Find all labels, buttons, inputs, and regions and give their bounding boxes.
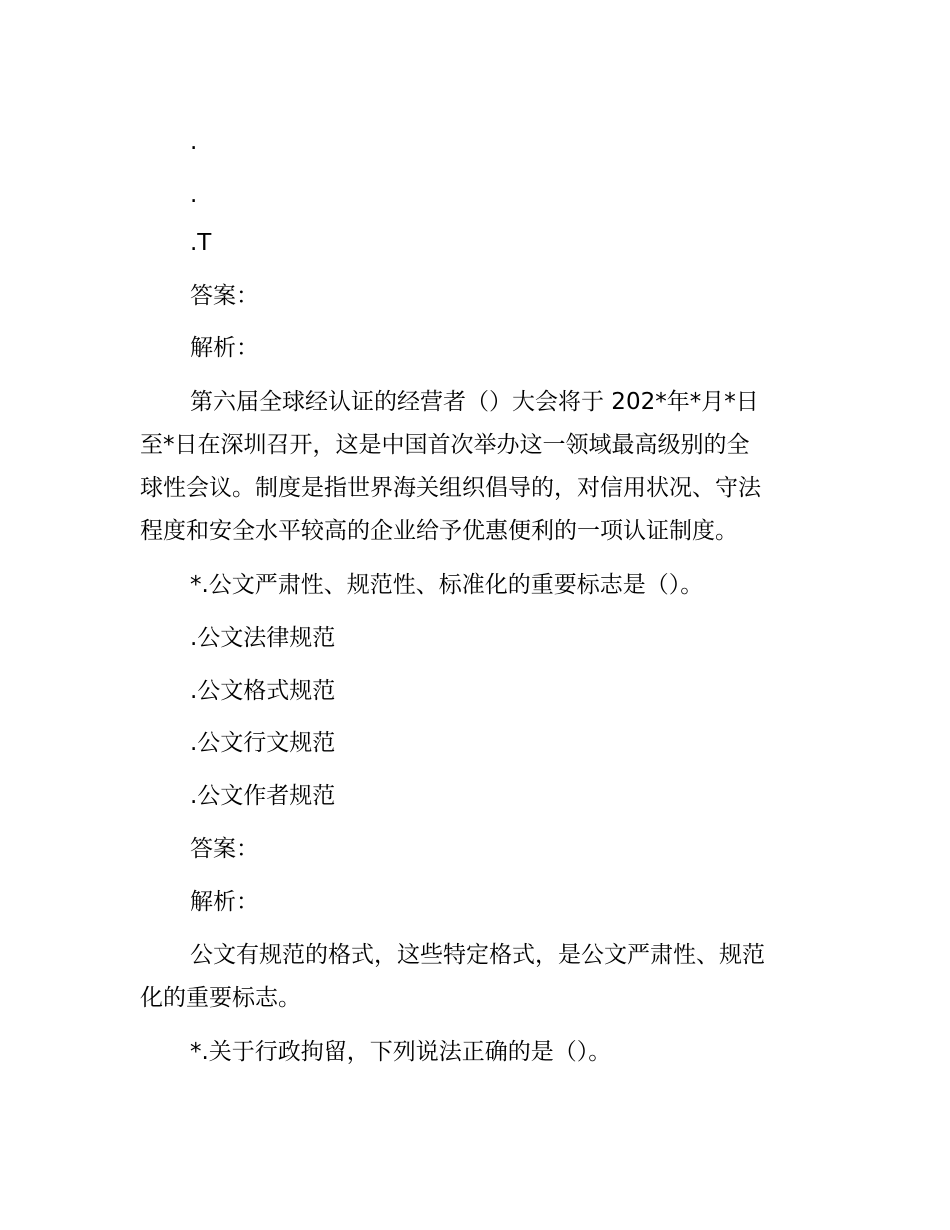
analysis-paragraph-line: 化的重要标志。 (140, 985, 301, 1011)
option-line: .公文格式规范 (190, 678, 336, 704)
question-stem: *.公文严肃性、规范性、标准化的重要标志是（）。 (190, 572, 704, 598)
option-line: .公文作者规范 (190, 783, 336, 809)
option-line: .公文行文规范 (190, 730, 336, 756)
analysis-paragraph-line: 第六届全球经认证的经营者（）大会将于 202*年*月*日 (190, 389, 759, 415)
analysis-paragraph-line: 球性会议。制度是指世界海关组织倡导的，对信用状况、守法 (140, 475, 761, 501)
analysis-paragraph-line: 程度和安全水平较高的企业给予优惠便利的一项认证制度。 (140, 518, 738, 544)
analysis-label: 解析： (190, 889, 259, 915)
option-line: . (190, 182, 198, 208)
analysis-label: 解析： (190, 335, 259, 361)
analysis-paragraph-line: 至*日在深圳召开，这是中国首次举办这一领域最高级别的全 (140, 432, 750, 458)
option-line: . (190, 129, 198, 155)
analysis-paragraph-line: 公文有规范的格式，这些特定格式，是公文严肃性、规范 (190, 942, 765, 968)
answer-label: 答案： (190, 836, 259, 862)
option-line: .T (190, 230, 212, 256)
answer-label: 答案： (190, 283, 259, 309)
option-line: .公文法律规范 (190, 625, 336, 651)
question-stem: *.关于行政拘留，下列说法正确的是（）。 (190, 1039, 612, 1065)
